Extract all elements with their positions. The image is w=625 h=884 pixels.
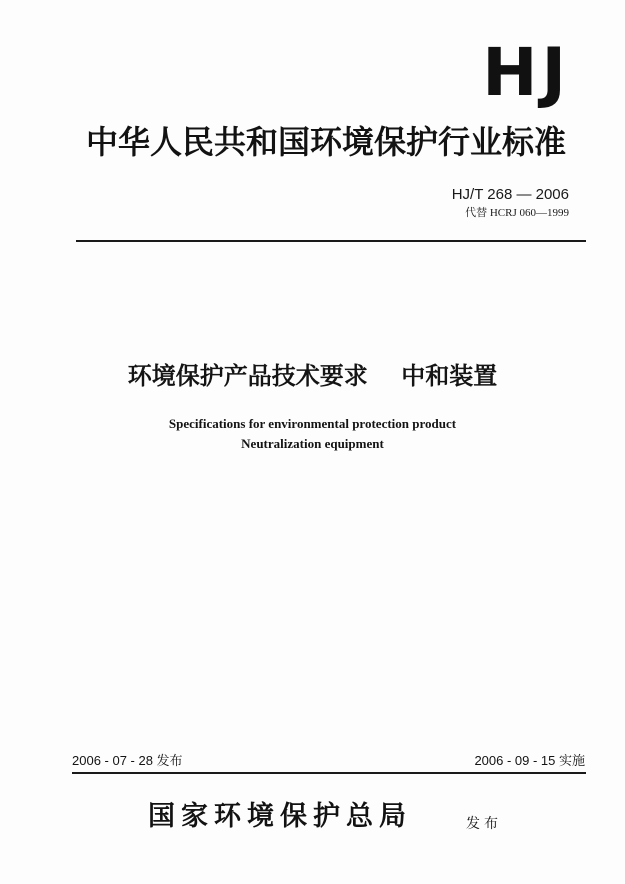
document-title-chinese: 环境保护产品技术要求 中和装置	[127, 362, 498, 390]
english-title-line-1: Specifications for environmental protection product	[168, 416, 457, 431]
document-title-english	[0, 414, 625, 454]
issue-date: 2006 - 07 - 28 发布	[72, 753, 183, 768]
english-title-line-2: Neutralization equipment	[241, 436, 384, 451]
issuing-authority: 国家环境保护总局	[148, 801, 412, 832]
standard-number: HJ/T 268 — 2006	[451, 186, 569, 203]
header-divider	[76, 240, 586, 242]
standard-category-title: 中华人民共和国环境保护行业标准	[86, 123, 567, 161]
hj-logo: HJ	[482, 34, 570, 111]
issue-label: 发布	[466, 816, 502, 832]
implementation-date: 2006 - 09 - 15 实施	[474, 753, 585, 768]
footer-divider	[72, 772, 586, 774]
replaces-standard: 代替 HCRJ 060—1999	[465, 207, 569, 219]
